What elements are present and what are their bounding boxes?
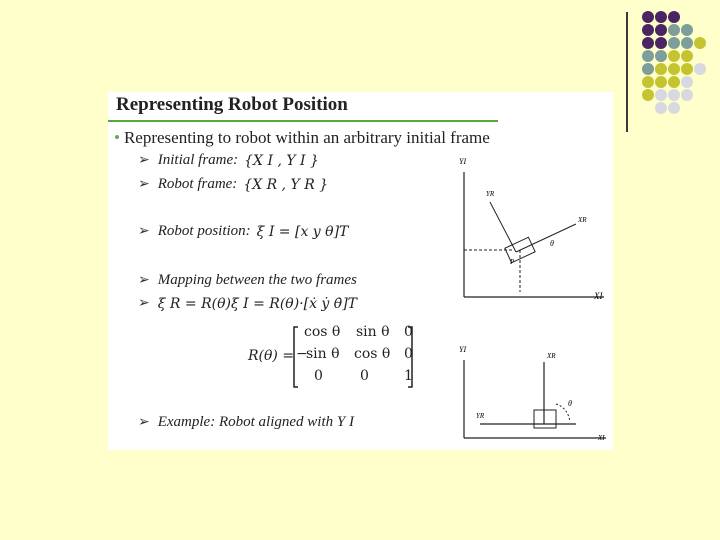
- main-bullet-text: Representing to robot within an arbitrary initial frame: [123, 128, 490, 147]
- sub-item-label: Mapping between the two frames: [157, 272, 357, 288]
- arrow-bullet-icon: ➢: [138, 296, 150, 311]
- sub-item-example: [138, 414, 354, 431]
- point-p-label: P: [510, 258, 515, 266]
- arrow-bullet-icon: ➢: [138, 177, 150, 192]
- matrix-cell: sin θ: [306, 346, 340, 362]
- matrix-cell: 0: [404, 346, 413, 362]
- matrix-cell: 0: [360, 368, 369, 384]
- arrow-bullet-icon: ➢: [138, 153, 150, 168]
- main-bullet: [114, 128, 490, 148]
- yi-axis-label: YI: [459, 345, 467, 354]
- sub-item-label: Example: Robot aligned with Y I: [157, 414, 354, 430]
- bullet-dot-icon: •: [114, 128, 120, 147]
- sub-item-math: {X R , Y R }: [243, 176, 329, 193]
- sub-item-mapping-equation: [138, 295, 357, 312]
- yr-axis-label: YR: [486, 190, 495, 198]
- diagram-general-frame: [454, 152, 612, 302]
- rotation-matrix: [248, 326, 418, 388]
- matrix-sign: −: [296, 346, 308, 362]
- matrix-lhs: R(θ) =: [248, 348, 295, 364]
- sub-item-label: Robot frame:: [157, 176, 238, 192]
- sub-item-label: Initial frame:: [157, 152, 239, 168]
- matrix-cell: sin θ: [356, 324, 390, 340]
- xi-axis-label: XI: [594, 291, 603, 301]
- matrix-cell: 0: [404, 324, 413, 340]
- xr-axis-line: [516, 224, 576, 252]
- slide-image: [108, 92, 613, 450]
- matrix-cell: cos θ: [304, 324, 341, 340]
- arrow-bullet-icon: ➢: [138, 224, 150, 239]
- sub-item-initial-frame: [138, 152, 319, 169]
- xr-axis-label: XR: [547, 352, 556, 360]
- title-underline: [108, 120, 498, 122]
- robot-body: [534, 410, 556, 428]
- matrix-cell: 0: [314, 368, 323, 384]
- yr-axis-label: YR: [476, 412, 485, 420]
- arrow-bullet-icon: ➢: [138, 415, 150, 430]
- matrix-cell: 1: [404, 368, 413, 384]
- sub-item-robot-position: [138, 223, 348, 240]
- matrix-cell: cos θ: [354, 346, 391, 362]
- sub-item-math: {X I , Y I }: [244, 152, 319, 169]
- xi-axis-label: XI: [598, 434, 605, 442]
- theta-label: θ: [550, 239, 554, 248]
- sub-item-math: ξ I = [x y θ]T: [256, 223, 349, 240]
- xr-axis-label: XR: [578, 216, 587, 224]
- sub-item-math: ξ R = R(θ)ξ I = R(θ)·[ẋ ẏ θ̇]T: [157, 295, 358, 312]
- sub-item-label: Robot position:: [157, 223, 251, 239]
- diagram-aligned-frame: [456, 340, 612, 444]
- sub-item-mapping: [138, 272, 357, 289]
- sub-item-robot-frame: [138, 176, 328, 193]
- slide-title: Representing Robot Position: [116, 94, 348, 115]
- decorative-vertical-rule: [626, 12, 628, 132]
- theta-label: θ: [568, 399, 572, 408]
- yi-axis-label: YI: [459, 157, 467, 166]
- arrow-bullet-icon: ➢: [138, 273, 150, 288]
